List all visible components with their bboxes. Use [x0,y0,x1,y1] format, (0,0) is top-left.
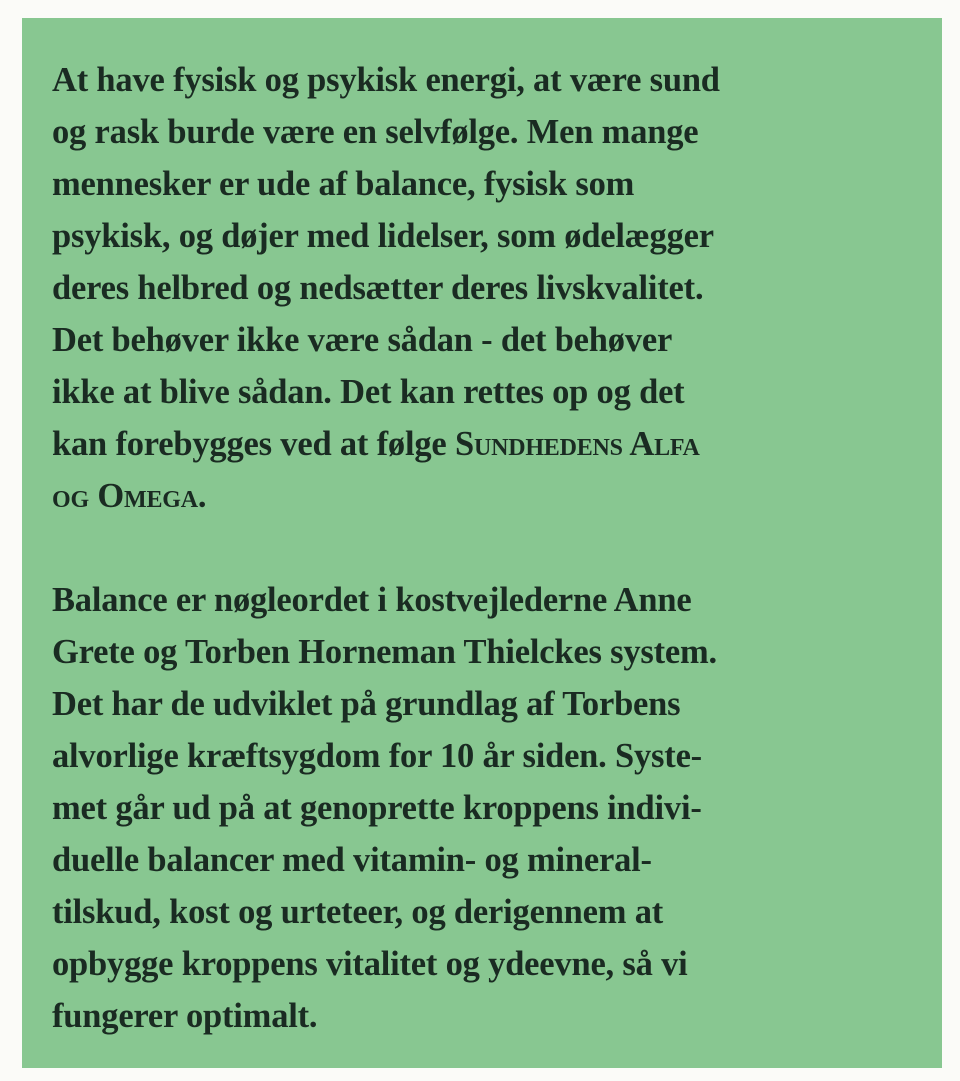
text-segment: . [197,477,207,515]
text-line: fungerer optimalt. [52,997,318,1035]
body-text [52,54,942,1042]
text-line: Det behøver ikke være sådan - det behøver [52,321,673,359]
paragraph-1 [52,54,942,522]
text-line: deres helbred og nedsætter deres livskvalitet. [52,269,704,307]
green-text-panel [22,18,942,1068]
text-line: og rask burde være en selvfølge. Men mange [52,113,699,151]
paragraph-gap [52,522,942,574]
text-line: psykisk, og døjer med lidelser, som ødelægger [52,217,714,255]
text-line: met går ud på at genoprette kroppens indivi- [52,789,702,827]
text-line: tilskud, kost og urteteer, og derigennem at [52,893,664,931]
paragraph-2 [52,574,942,1042]
brand-name-smallcaps: Sundhedens Alfa [454,425,700,463]
text-line: ikke at blive sådan. Det kan rettes op og det [52,373,685,411]
text-line: alvorlige kræftsygdom for 10 år siden. Syste- [52,737,702,775]
text-line: Det har de udviklet på grundlag af Torbens [52,685,681,723]
text-line [52,470,942,522]
text-line: mennesker er ude af balance, fysisk som [52,165,635,203]
text-line: Grete og Torben Horneman Thielckes system. [52,633,717,671]
text-line: At have fysisk og psykisk energi, at være sund [52,61,720,99]
text-line: Balance er nøgleordet i kostvejlederne Anne [52,581,692,619]
text-line [52,418,942,470]
brand-name-smallcaps: og Omega [52,477,198,515]
text-line: opbygge kroppens vitalitet og ydeevne, så vi [52,945,688,983]
text-segment: kan forebygges ved at følge [52,425,455,463]
text-line: duelle balancer med vitamin- og mineral- [52,841,652,879]
